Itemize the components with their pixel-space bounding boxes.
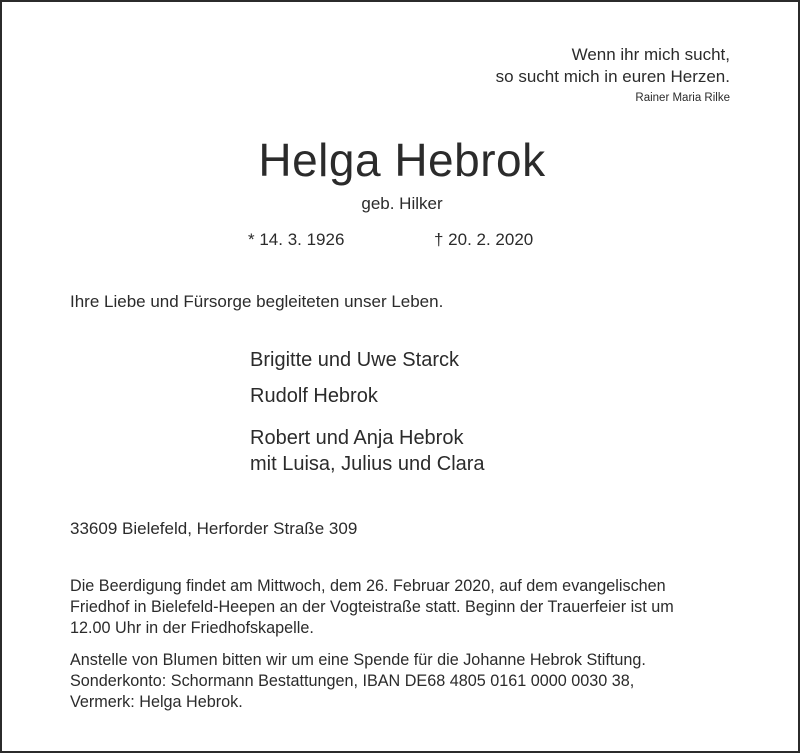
- quote-line: Wenn ihr mich sucht,: [571, 45, 730, 64]
- deceased-name: Helga Hebrok: [258, 134, 546, 186]
- family-member: Robert und Anja Hebrok: [250, 427, 464, 449]
- quote-line: so sucht mich in euren Herzen.: [495, 67, 730, 86]
- quote-block: [496, 44, 730, 104]
- funeral-info-line: Friedhof in Bielefeld-Heepen an der Vogteistraße statt. Beginn der Trauerfeier ist um: [70, 598, 674, 616]
- donation-info: [70, 650, 733, 713]
- funeral-info-line: Die Beerdigung findet am Mittwoch, dem 26. Februar 2020, auf dem evangelischen: [70, 577, 666, 595]
- donation-info-line: Anstelle von Blumen bitten wir um eine Spende für die Johanne Hebrok Stiftung.: [70, 651, 646, 669]
- birth-date: * 14. 3. 1926: [248, 230, 345, 249]
- birth-name: geb. Hilker: [361, 194, 443, 213]
- death-date: † 20. 2. 2020: [434, 230, 534, 249]
- address-text: 33609 Bielefeld, Herforder Straße 309: [70, 519, 358, 538]
- donation-info-line: Sonderkonto: Schormann Bestattungen, IBAN DE68 4805 0161 0000 0030 38,: [70, 672, 635, 690]
- family-member: Rudolf Hebrok: [250, 385, 378, 407]
- funeral-info: [70, 576, 733, 639]
- family-member: mit Luisa, Julius und Clara: [250, 453, 485, 475]
- funeral-info-line: 12.00 Uhr in der Friedhofskapelle.: [70, 619, 314, 637]
- quote-author: Rainer Maria Rilke: [635, 92, 730, 104]
- donation-info-line: Vermerk: Helga Hebrok.: [70, 693, 243, 711]
- family-member: Brigitte und Uwe Starck: [250, 349, 459, 371]
- dedication-text: Ihre Liebe und Fürsorge begleiteten unser Leben.: [70, 292, 444, 311]
